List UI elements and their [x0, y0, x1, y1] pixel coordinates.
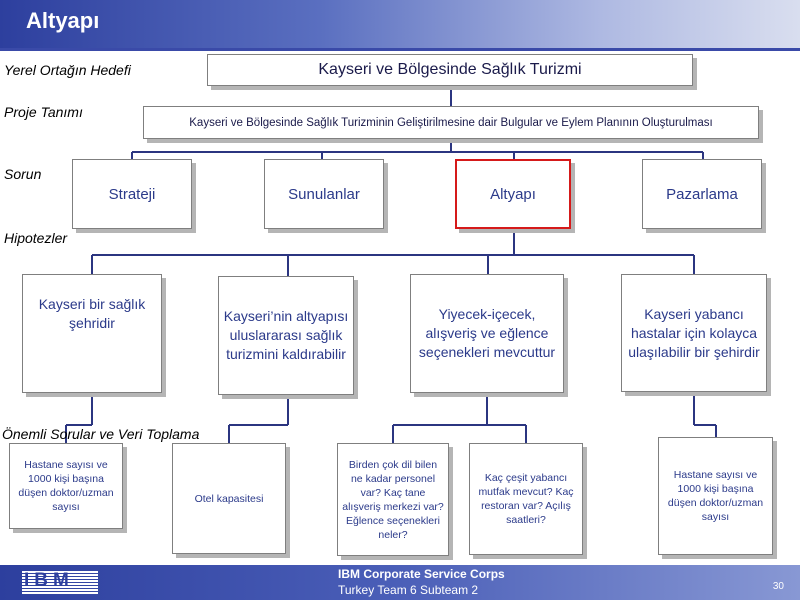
label-problem: Sorun [4, 166, 42, 182]
goal-text: Kayseri ve Bölgesinde Sağlık Turizmi [318, 61, 582, 78]
goal-box [207, 54, 693, 86]
question-box-1 [9, 443, 123, 529]
problem-box-strateji [72, 159, 192, 229]
hypothesis-box-2 [218, 276, 354, 395]
problem-label: Pazarlama [666, 185, 738, 203]
problem-box-pazarlama [642, 159, 762, 229]
ibm-logo-text: IBM [24, 570, 74, 591]
page-title: Altyapı [26, 8, 100, 33]
question-box-3 [337, 443, 449, 556]
hypothesis-text: Yiyecek-içecek, alışveriş ve eğlence seçenekleri mevcuttur [418, 306, 556, 360]
question-text: Hastane sayısı ve 1000 kişi başına düşen doktor/uzman sayısı [667, 469, 764, 523]
problem-label: Strateji [108, 185, 156, 203]
problem-box-sunulanlar [264, 159, 384, 229]
problem-label: Altyapı [490, 185, 536, 203]
label-questions: Önemli Sorular ve Veri Toplama [2, 426, 200, 442]
footer-bar [0, 565, 800, 600]
page-number: 30 [772, 581, 784, 592]
problem-label: Sunulanlar [288, 185, 360, 203]
definition-box [143, 106, 759, 139]
hypothesis-text: Kayseri yabancı hastalar için kolayca ulaşılabilir bir şehirdir [628, 305, 760, 360]
label-goal: Yerel Ortağın Hedefi [4, 62, 131, 78]
question-text: Hastane sayısı ve 1000 kişi başına düşen doktor/uzman sayısı [18, 459, 114, 513]
label-definition: Proje Tanımı [4, 104, 83, 120]
hypothesis-box-3 [410, 274, 564, 393]
problem-box-altyapi [455, 159, 571, 229]
question-text: Birden çok dil bilen ne kadar personel var? Kaç tane alışveriş merkezi var? Eğlence seçenekleri neler? [342, 458, 444, 541]
footer-line-2: Turkey Team 6 Subteam 2 [338, 583, 479, 597]
hypothesis-text: Kayseri bir sağlık şehridir [38, 296, 146, 331]
question-text: Kaç çeşit yabancı mutfak mevcut? Kaç restoran var? Açılış saatleri? [478, 472, 574, 526]
question-box-4 [469, 443, 583, 555]
question-box-2 [172, 443, 286, 554]
definition-text: Kayseri ve Bölgesinde Sağlık Turizminin Geliştirilmesine dair Bulgular ve Eylem Planının Oluşturulması [189, 116, 713, 129]
hypothesis-text: Kayseri’nin altyapısı uluslararası sağlık turizmini kaldırabilir [223, 308, 349, 362]
footer-line-1: IBM Corporate Service Corps [338, 567, 505, 581]
question-box-5 [658, 437, 773, 555]
hypothesis-box-4 [621, 274, 767, 392]
label-hypotheses: Hipotezler [4, 230, 68, 246]
question-text: Otel kapasitesi [194, 492, 264, 505]
hypothesis-box-1 [22, 274, 162, 393]
